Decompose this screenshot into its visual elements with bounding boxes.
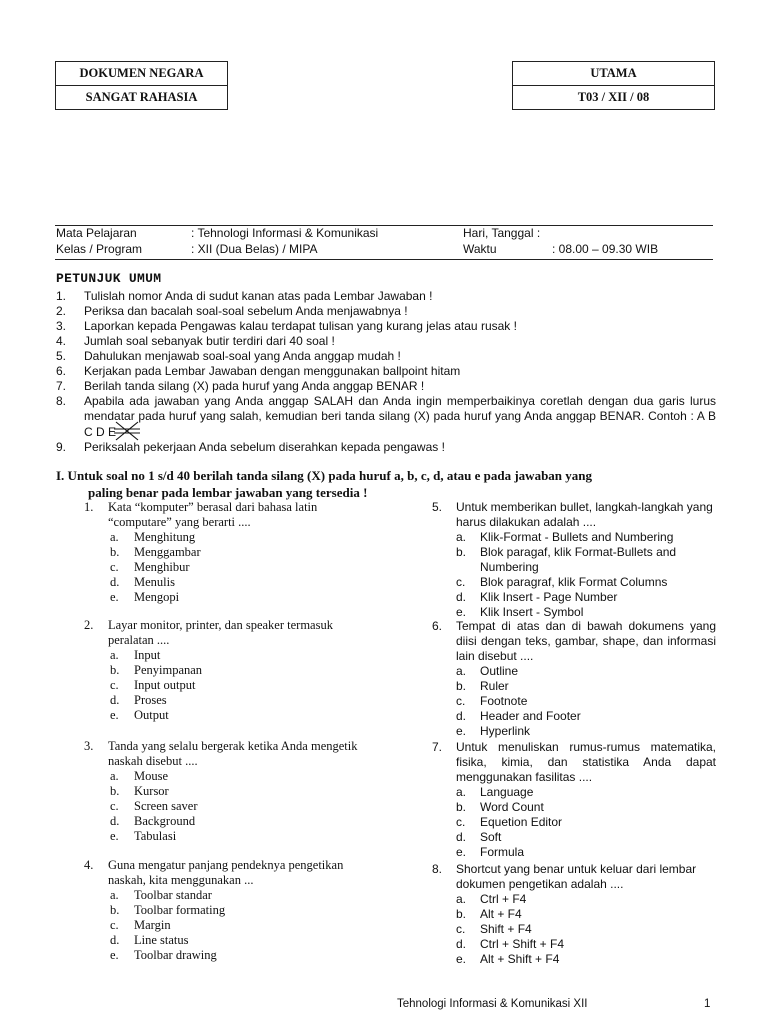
option: Footnote [480, 694, 528, 708]
doc-secrecy: SANGAT RAHASIA [56, 85, 227, 109]
subject-label: Mata Pelajaran [56, 226, 137, 240]
option: Menggambar [134, 545, 201, 559]
option: Toolbar standar [134, 888, 212, 902]
option: Input [134, 648, 161, 662]
option: Formula [480, 845, 525, 859]
question-stem: Untuk memberikan bullet, langkah-langkah yang harus dilakukan adalah .... [456, 500, 713, 529]
question-stem: Guna mengatur panjang pendeknya pengetikan naskah, kita menggunakan ... [108, 858, 344, 887]
header-left-box [55, 61, 228, 110]
option: Hyperlink [480, 724, 531, 738]
instruction-item: 3. Laporkan kepada Pengawas kalau terdapat tulisan yang kurang jelas atau rusak ! [56, 319, 517, 333]
option: Blok paragaf, klik Format-Bullets and Numbering [480, 545, 677, 574]
time-label: Waktu [463, 242, 497, 256]
time-value: : 08.00 – 09.30 WIB [552, 242, 659, 256]
header-right-box [512, 61, 715, 110]
question-stem: Kata “komputer” berasal dari bahasa latin “computare” yang berarti .... [108, 500, 318, 529]
question-stem: Shortcut yang benar untuk keluar dari lembar dokumen pengetikan adalah .... [456, 862, 697, 891]
page-number: 1 [704, 998, 711, 1010]
question-stem: Tempat di atas dan di bawah dokumens yang diisi dengan teks, gambar, shape, dan informasi lain disebut .... [456, 619, 716, 663]
instruction-item: 5. Dahulukan menjawab soal-soal yang Anda anggap mudah ! [56, 349, 401, 363]
exam-type: UTAMA [590, 66, 637, 80]
instructions-list [56, 289, 716, 455]
class-label: Kelas / Program [56, 242, 143, 256]
option: Input output [134, 678, 196, 692]
question-number: 7. [432, 740, 443, 754]
question-2: 2. Layar monitor, printer, dan speaker termasuk peralatan .... a. Input b. Penyimpanan c. Input output d. Proses e. Output [84, 618, 354, 723]
option: Kursor [134, 784, 169, 798]
option: Mengopi [134, 590, 180, 604]
question-4: 4. Guna mengatur panjang pendeknya pengetikan naskah, kita menggunakan ... a. Toolbar standar b. Toolbar formating c. Margin d. Line status e. Toolbar drawing [84, 858, 374, 963]
section-line-1: I. Untuk soal no 1 s/d 40 berilah tanda silang (X) pada huruf a, b, c, d, atau e pada jawaban yang [56, 468, 593, 483]
option: Menghibur [134, 560, 190, 574]
option: Equetion Editor [480, 815, 563, 829]
option: Line status [134, 933, 189, 947]
section-heading [56, 467, 716, 501]
option: Klik Insert - Symbol [480, 605, 584, 619]
option: Shift + F4 [480, 922, 532, 936]
question-stem: Untuk menuliskan rumus-rumus matematika, fisika, kimia, dan statistika Anda dapat menggunakan fasilitas .... [456, 740, 716, 784]
option: Alt + Shift + F4 [480, 952, 560, 966]
instruction-item: 8. Apabila ada jawaban yang Anda anggap SALAH dan Anda ingin memperbaikinya coretlah dengan dua garis lurus mendatar pada huruf yang salah, kemudian beri tanda silang (X) pada huruf yang Anda anggap BENAR. Contoh : A B C D E [56, 394, 716, 439]
example-cross-mark [116, 424, 132, 438]
option: Penyimpanan [134, 663, 203, 677]
question-3: 3. Tanda yang selalu bergerak ketika Anda mengetik naskah disebut .... a. Mouse b. Kursor c. Screen saver d. Background e. Tabulasi [84, 739, 374, 844]
question-stem: Tanda yang selalu bergerak ketika Anda mengetik naskah disebut .... [108, 739, 358, 768]
instruction-8-text: Apabila ada jawaban yang Anda anggap SALAH dan Anda ingin memperbaikinya coretlah dengan dua garis lurus mendatar pada huruf yang salah, kemudian beri tanda silang (X) pada huruf yang Anda anggap BENAR. Contoh : A B C D E [84, 394, 716, 439]
option: Mouse [134, 769, 169, 783]
option: Proses [134, 693, 167, 707]
date-label: Hari, Tanggal : [463, 226, 541, 240]
instruction-item: 4. Jumlah soal sebanyak butir terdiri dari 40 soal ! [56, 334, 335, 348]
exam-code: T03 / XII / 08 [513, 85, 714, 109]
question-number: 1. [84, 500, 94, 514]
question-6: 6. Tempat di atas dan di bawah dokumens yang diisi dengan teks, gambar, shape, dan informasi lain disebut .... a. Outline b. Ruler c. Footnote d. Header and Footer e. Hyperlink [432, 619, 716, 738]
option: Header and Footer [480, 709, 581, 723]
question-number: 5. [432, 500, 443, 514]
option: Ruler [480, 679, 509, 693]
instruction-item: 9. Periksalah pekerjaan Anda sebelum diserahkan kepada pengawas ! [56, 440, 445, 454]
doc-classification: DOKUMEN NEGARA [79, 66, 204, 80]
question-number: 6. [432, 619, 443, 633]
footer-title: Tehnologi Informasi & Komunikasi XII [397, 998, 588, 1010]
question-1: 1. Kata “komputer” berasal dari bahasa latin “computare” yang berarti .... a. Menghitung b. Menggambar c. Menghibur d. Menulis e. Mengopi [84, 500, 374, 605]
option: Toolbar formating [134, 903, 226, 917]
instruction-item: 7. Berilah tanda silang (X) pada huruf yang Anda anggap BENAR ! [56, 379, 425, 393]
option: Screen saver [134, 799, 198, 813]
question-stem: Layar monitor, printer, dan speaker termasuk peralatan .... [108, 618, 333, 647]
option: Word Count [480, 800, 544, 814]
option: Toolbar drawing [134, 948, 217, 962]
exam-info-table [55, 225, 713, 260]
question-number: 4. [84, 858, 94, 872]
option: Menghitung [134, 530, 196, 544]
question-number: 3. [84, 739, 94, 753]
option: Margin [134, 918, 171, 932]
class-value: : XII (Dua Belas) / MIPA [191, 242, 318, 256]
option: Outline [480, 664, 519, 678]
option: Soft [480, 830, 502, 844]
instruction-item: 1. Tulislah nomor Anda di sudut kanan atas pada Lembar Jawaban ! [56, 289, 433, 303]
question-5: 5. Untuk memberikan bullet, langkah-langkah yang harus dilakukan adalah .... a. Klik-Format - Bullets and Numbering b. Blok paragaf, klik Format-Bullets and Numbering c. Blok paragraf, klik Format Columns d. Klik Insert - Page Number e. Klik Insert - Symbol [432, 500, 716, 620]
option: Alt + F4 [480, 907, 522, 921]
question-8: 8. Shortcut yang benar untuk keluar dari lembar dokumen pengetikan adalah .... a. Ctrl + F4 b. Alt + F4 c. Shift + F4 d. Ctrl + Shift + F4 e. Alt + Shift + F4 [432, 862, 716, 967]
question-number: 2. [84, 618, 94, 632]
option: Klik-Format - Bullets and Numbering [480, 530, 674, 544]
option: Language [480, 785, 534, 799]
section-line-2: paling benar pada lembar jawaban yang tersedia ! [88, 485, 368, 500]
option: Tabulasi [134, 829, 177, 843]
option: Output [134, 708, 169, 722]
option: Menulis [134, 575, 175, 589]
instructions-title: PETUNJUK UMUM [56, 271, 162, 286]
option: Background [134, 814, 196, 828]
option: Ctrl + Shift + F4 [480, 937, 565, 951]
question-7: 7. Untuk menuliskan rumus-rumus matematika, fisika, kimia, dan statistika Anda dapat menggunakan fasilitas .... a. Language b. Word Count c. Equetion Editor d. Soft e. Formula [432, 740, 716, 859]
instruction-item: 6. Kerjakan pada Lembar Jawaban dengan menggunakan ballpoint hitam [56, 364, 461, 378]
instruction-item: 2. Periksa dan bacalah soal-soal sebelum Anda menjawabnya ! [56, 304, 408, 318]
option: Blok paragraf, klik Format Columns [480, 575, 668, 589]
option: Ctrl + F4 [480, 892, 527, 906]
option: Klik Insert - Page Number [480, 590, 618, 604]
question-number: 8. [432, 862, 443, 876]
subject-value: : Tehnologi Informasi & Komunikasi [191, 226, 379, 240]
